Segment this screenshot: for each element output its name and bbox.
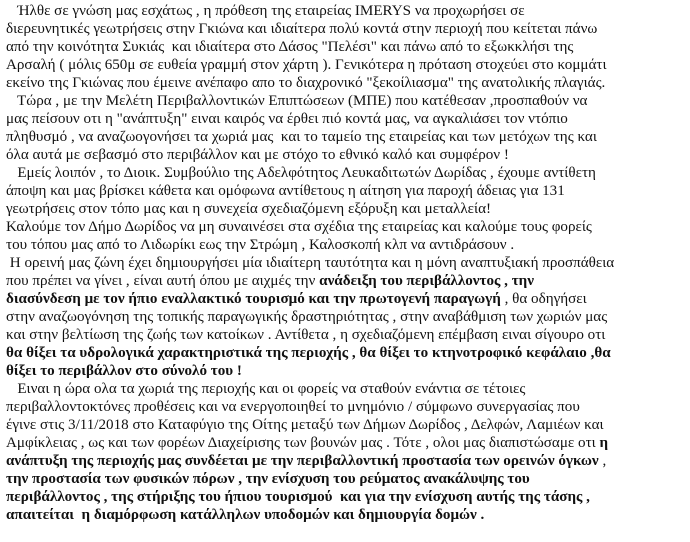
text-run: Ήλθε σε γνώση μας εσχάτως , η πρόθεση της εταιρείας IMERYS να προχωρήσει σε [6,3,525,19]
text-run: διερευνητικές γεωτρήσεις στην Γκιώνα και ιδιαίτερα πολύ κοντά στην περιοχή που κείτεται πάνω [6,21,598,37]
text-line [6,398,580,416]
text-line [6,470,530,488]
text-line [6,326,605,344]
text-run: άποψη και μας βρίσκει κάθετα και ομόφωνα αντίθετους η αίτηση για παροχή άδειας για 131 [6,183,565,199]
text-run: και στην βελτίωση της ζωής των κατοίκων . Αντίθετα , η σχεδιαζόμενη επέμβαση ειναι σίγουρο οτι [6,327,606,343]
text-line [6,38,573,56]
text-line [6,506,484,524]
text-line [6,254,614,272]
text-line [6,308,607,326]
text-run: του τόπου μας από το Λιδωρίκι εως την Στρώμη , Καλοσκοπή κλπ να αντιδράσουν . [6,237,515,253]
bold-text-run: ανάπτυξη της περιοχής μας συνδέεται με την περιβαλλοντική προστασία των ορεινών όγκων [6,453,599,469]
text-run: Αμφίκλειας , ως και των φορέων Διαχείρισης των βουνών μας . Τότε , ολοι μας διαπιστώσαμε οτι [6,435,600,451]
text-run: που πρέπει να γίνει , είναι αυτή όπου με αιχμές την [6,273,320,289]
bold-text-run: η [599,435,609,451]
text-run: Η ορεινή μας ζώνη έχει δημιουργήσει μία ιδιαίτερη ταυτότητα και η μόνη αναπτυξιακή προσπάθεια [6,255,615,271]
text-run: έγινε στις 3/11/2018 στο Καταφύγιο της Οίτης μεταξύ των Δήμων Δωρίδος , Δελφών, Λαμιέων και [6,417,604,433]
text-line [6,434,608,452]
bold-text-run: θα θίξει τα υδρολογικά χαρακτηριστικά της περιοχής , θα θίξει το κτηνοτροφικό κεφάλαιο ,θα [6,345,611,361]
bold-text-run: απαιτείται η διαμόρφωση κατάλληλων υποδομών και δημιουργία δομών . [6,507,485,523]
text-line [6,164,596,182]
bold-text-run: ανάδειξη του περιβάλλοντος , την [319,273,534,289]
text-run: Εμείς λοιπόν , το Διοικ. Συμβούλιο της Αδελφότητος Λευκαδιτωτών Δωρίδας , έχουμε αντίθετη [6,165,596,181]
text-line [6,20,597,38]
text-run: όλα αυτά με σεβασμό στο περιβάλλον και με στόχο το εθνικό καλό και συμφέρον ! [6,147,509,163]
text-line [6,200,491,218]
text-run: Αρσαλή ( μόλις 650μ σε ευθεία γραμμή στον χάρτη ). Γενικότερα η πρόταση στοχεύει στο κομμάτι [6,57,607,73]
text-run: από την κοινότητα Συκιάς και ιδιαίτερα στο Δάσος "Πελέσι" και πάνω από το εξωκκλήσι της [6,39,574,55]
text-run: γεωτρήσεις στον τόπο μας και η συνεχεία σχεδιαζόμενη εξόρυξη και μεταλλεία! [6,201,492,217]
text-run: εκείνο της Γκιώνας που έμεινε ανέπαφο απο το διαχρονικό "ξεκοίλιασμα" της ανατολικής πλαγιάς. [6,75,606,91]
text-line [6,452,606,470]
text-line [6,2,525,20]
text-line [6,146,509,164]
bold-text-run: την προστασία των φυσικών πόρων , την ενίσχυση του ρεύματος ανακάλυψης του [6,471,530,487]
text-run: περιβαλλοντοκτόνες προθέσεις και να ενεργοποιηθεί το μνημόνιο / σύμφωνο συνεργασίας που [6,399,580,415]
text-line [6,236,514,254]
text-line [6,110,568,128]
bold-text-run: θίξει το περιβάλλον στο σύνολό του ! [6,363,242,379]
text-line [6,362,242,380]
text-line [6,290,587,308]
text-run: Τώρα , με την Μελέτη Περιβαλλοντικών Επιπτώσεων (ΜΠΕ) που κατέθεσαν ,προσπαθούν να [6,93,588,109]
text-line [6,74,605,92]
text-line [6,92,587,110]
text-run: μας πείσουν οτι η "ανάπτυξη" ειναι καιρός να έρθει πιό κοντά μας, να αγκαλιάσει τον ντόπιο [6,111,568,127]
bold-text-run: διασύνδεση με τον ήπιο εναλλακτικό τουρισμό και την πρωτογενή παραγωγή [6,291,501,307]
text-run: πληθυσμό , να αναζωογονήσει τα χωριά μας και το ταμείο της εταιρείας και των μετόχων της και [6,129,597,145]
bold-text-run: περιβάλλοντος , της στήριξης του ήπιου τουρισμού και για την ενίσχυση αυτής της τάσης , [6,489,590,505]
text-run: , θα οδηγήσει [500,291,587,307]
text-line [6,344,611,362]
text-line [6,488,590,506]
text-line [6,416,604,434]
text-run: , [598,453,607,469]
text-line [6,272,534,290]
text-line [6,56,607,74]
text-run: στην αναζωογόνηση της τοπικής παραγωγικής δραστηριότητας , στην αναβάθμιση των χωριών μας [6,309,608,325]
text-line [6,218,592,236]
text-line [6,182,565,200]
text-line [6,128,597,146]
text-run: Ειναι η ώρα ολα τα χωριά της περιοχής και οι φορείς να σταθούν ενάντια σε τέτοιες [6,381,526,397]
text-run: Καλούμε τον Δήμο Δωρίδος να μη συναινέσει στα σχέδια της εταιρείας και καλούμε τους φορείς [6,219,592,235]
text-line [6,380,525,398]
